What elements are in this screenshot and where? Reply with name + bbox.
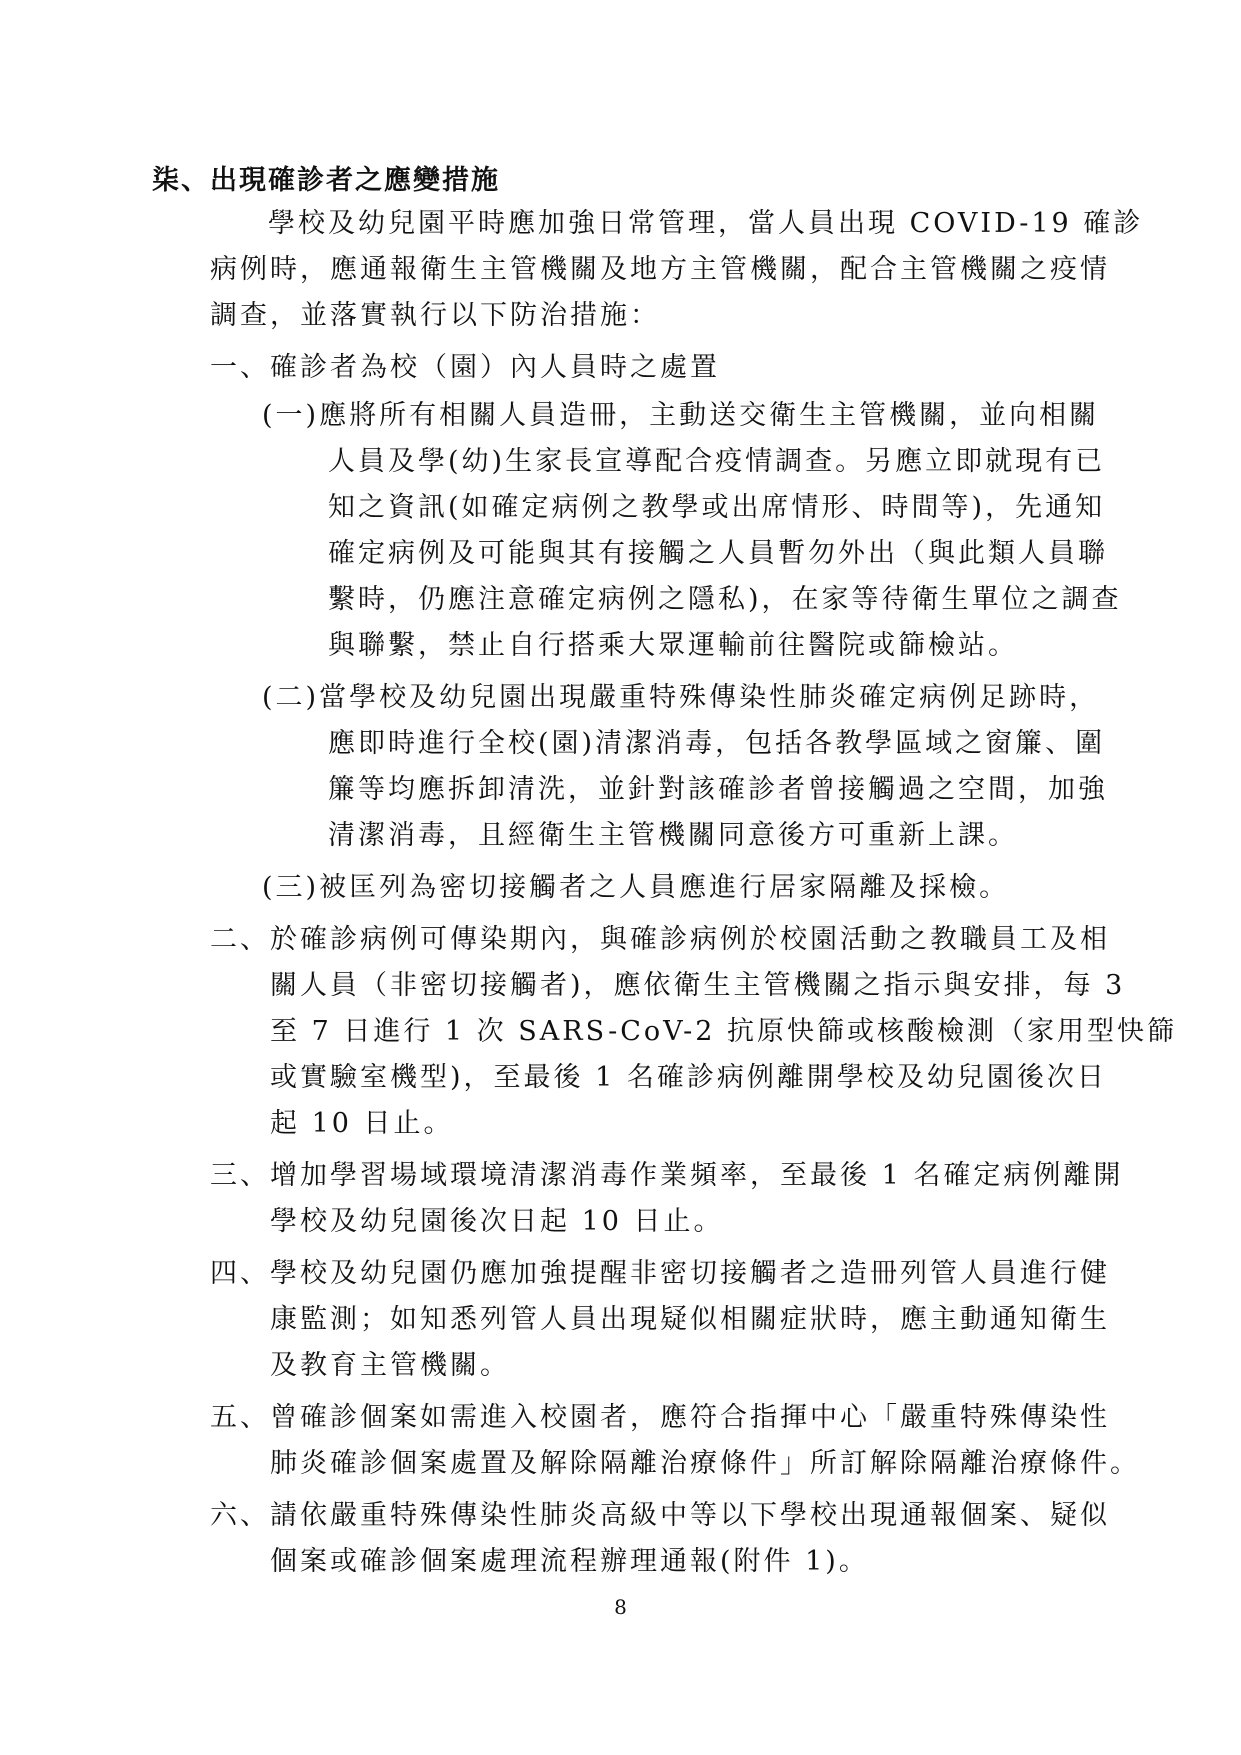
item-2-line: 關人員（非密切接觸者)，應依衛生主管機關之指示與安排，每 3 — [270, 970, 1126, 1001]
item-5-line: 肺炎確診個案處置及解除隔離治療條件」所訂解除隔離治療條件。 — [270, 1448, 1140, 1479]
item-4-line: 及教育主管機關。 — [270, 1350, 510, 1381]
page-number: 8 — [614, 1595, 627, 1619]
item-2-line: 起 10 日止。 — [270, 1108, 454, 1139]
sub-item-2-line: 簾等均應拆卸清洗，並針對該確診者曾接觸過之空間，加強 — [328, 774, 1108, 805]
intro-line: 學校及幼兒園平時應加強日常管理，當人員出現 COVID-19 確診 — [268, 208, 1144, 239]
item-2-line: 至 7 日進行 1 次 SARS-CoV-2 抗原快篩或核酸檢測（家用型快篩 — [270, 1016, 1178, 1047]
item-1-title: 一、確診者為校（園）內人員時之處置 — [210, 352, 720, 383]
item-6-line: 個案或確診個案處理流程辦理通報(附件 1)。 — [270, 1546, 869, 1577]
sub-item-1-line: 確定病例及可能與其有接觸之人員暫勿外出（與此類人員聯 — [328, 538, 1108, 569]
sub-item-1-line: 與聯繫，禁止自行搭乘大眾運輸前往醫院或篩檢站。 — [328, 630, 1018, 661]
sub-item-1-line: 繫時，仍應注意確定病例之隱私)，在家等待衛生單位之調查 — [328, 584, 1122, 615]
item-6-line: 六、請依嚴重特殊傳染性肺炎高級中等以下學校出現通報個案、疑似 — [210, 1500, 1110, 1531]
sub-item-1-line: 知之資訊(如確定病例之教學或出席情形、時間等)，先通知 — [328, 492, 1106, 523]
sub-item-1-line: (一)應將所有相關人員造冊，主動送交衛生主管機關，並向相關 — [262, 400, 1100, 431]
sub-item-2-line: 應即時進行全校(園)清潔消毒，包括各教學區域之窗簾、圍 — [328, 728, 1106, 759]
item-2-line: 或實驗室機型)，至最後 1 名確診病例離開學校及幼兒園後次日 — [270, 1062, 1107, 1093]
intro-line: 調查，並落實執行以下防治措施： — [210, 300, 660, 331]
sub-item-1-line: 人員及學(幼)生家長宣導配合疫情調查。另應立即就現有已 — [328, 446, 1106, 477]
item-5-line: 五、曾確診個案如需進入校園者，應符合指揮中心「嚴重特殊傳染性 — [210, 1402, 1110, 1433]
sub-item-2-line: 清潔消毒，且經衛生主管機關同意後方可重新上課。 — [328, 820, 1018, 851]
item-3-line: 學校及幼兒園後次日起 10 日止。 — [270, 1206, 724, 1237]
item-4-line: 康監測；如知悉列管人員出現疑似相關症狀時，應主動通知衛生 — [270, 1304, 1110, 1335]
sub-item-3-line: (三)被匡列為密切接觸者之人員應進行居家隔離及採檢。 — [262, 872, 1010, 903]
section-heading: 柒、出現確診者之應變措施 — [152, 165, 500, 196]
sub-item-2-line: (二)當學校及幼兒園出現嚴重特殊傳染性肺炎確定病例足跡時， — [262, 682, 1100, 713]
item-4-line: 四、學校及幼兒園仍應加強提醒非密切接觸者之造冊列管人員進行健 — [210, 1258, 1110, 1289]
item-3-line: 三、增加學習場域環境清潔消毒作業頻率，至最後 1 名確定病例離開 — [210, 1160, 1124, 1191]
intro-line: 病例時，應通報衛生主管機關及地方主管機關，配合主管機關之疫情 — [210, 254, 1110, 285]
item-2-line: 二、於確診病例可傳染期內，與確診病例於校園活動之教職員工及相 — [210, 924, 1110, 955]
